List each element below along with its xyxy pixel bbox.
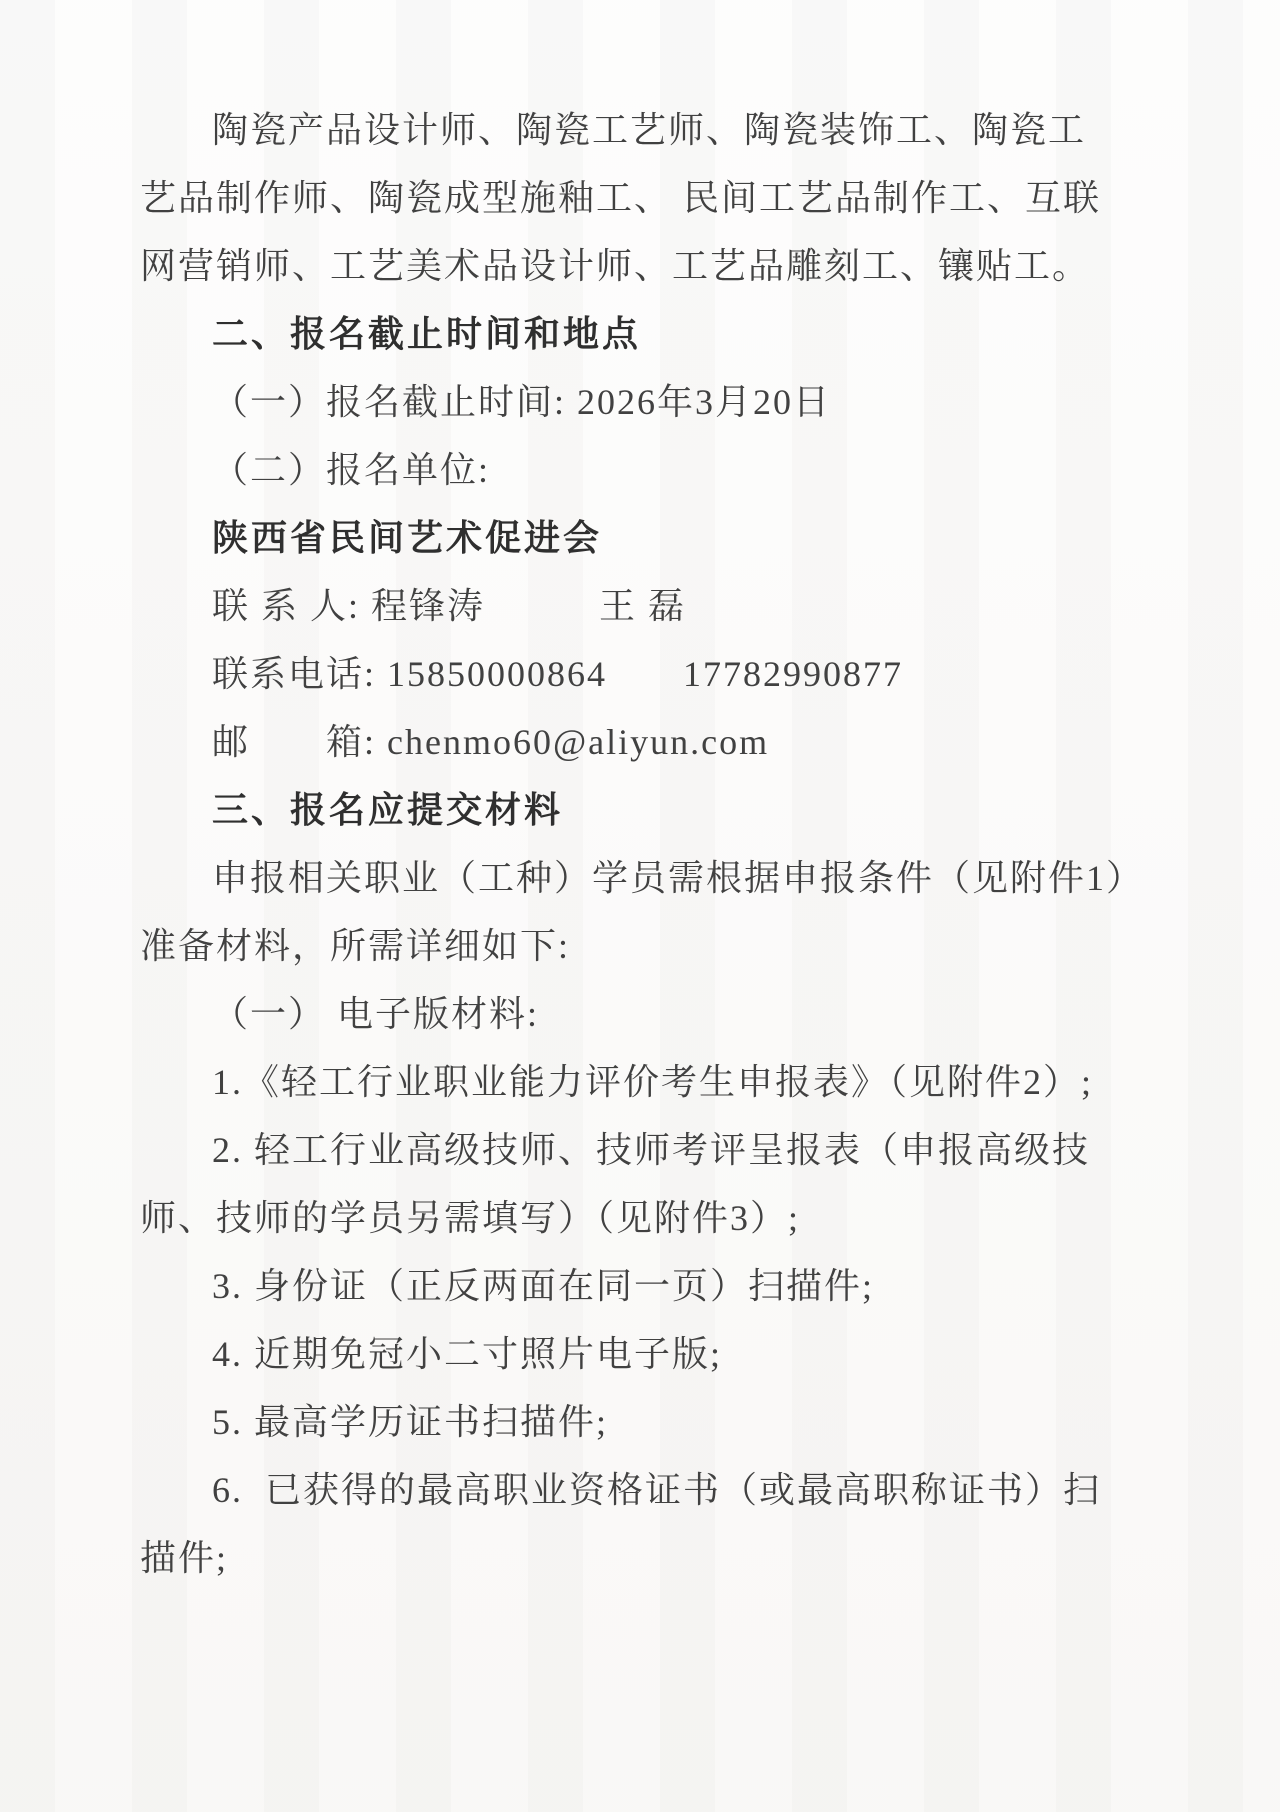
material-item-6-line-2: 描件; [140,1538,229,1578]
material-item-4: 4. 近期免冠小二寸照片电子版; [212,1334,723,1374]
professions-line-3: 网营销师、工艺美术品设计师、工艺品雕刻工、镶贴工。 [140,246,1091,286]
professions-line-2: 艺品制作师、陶瓷成型施釉工、 民间工艺品制作工、互联 [140,178,1102,218]
professions-line-1: 陶瓷产品设计师、陶瓷工艺师、陶瓷装饰工、陶瓷工 [212,110,1087,150]
materials-intro-line-1: 申报相关职业（工种）学员需根据申报条件（见附件1） [212,858,1145,898]
materials-intro-line-2: 准备材料，所需详细如下: [140,926,571,966]
registration-unit-label: （二）报名单位: [212,450,491,490]
section-2-heading: 二、报名截止时间和地点 [212,313,642,354]
material-item-2-line-1: 2. 轻工行业高级技师、技师考评呈报表（申报高级技 [212,1130,1091,1170]
material-item-1: 1.《轻工行业职业能力评价考生申报表》（见附件2）; [212,1062,1094,1102]
contact-phone-line: 联系电话: 15850000864 17782990877 [212,654,904,694]
section-2-deadline-and-location [140,300,1192,776]
contact-email-line: 邮 箱: chenmo60@aliyun.com [212,722,770,762]
contact-person-line: 联 系 人: 程锋涛 王 磊 [212,586,687,626]
material-item-6-line-1: 6. 已获得的最高职业资格证书（或最高职称证书）扫 [212,1470,1102,1510]
registration-deadline-line: （一）报名截止时间: 2026年3月20日 [212,382,832,422]
section-3-required-materials [140,776,1192,1592]
electronic-materials-label: （一） 电子版材料: [212,994,540,1034]
material-item-5: 5. 最高学历证书扫描件; [212,1402,609,1442]
material-item-2-line-2: 师、技师的学员另需填写）（见附件3）; [140,1198,801,1238]
material-item-3: 3. 身份证（正反两面在同一页）扫描件; [212,1266,875,1306]
section-3-heading: 三、报名应提交材料 [212,789,564,830]
organization-name: 陕西省民间艺术促进会 [212,517,603,558]
professions-list-paragraph [140,96,1192,300]
